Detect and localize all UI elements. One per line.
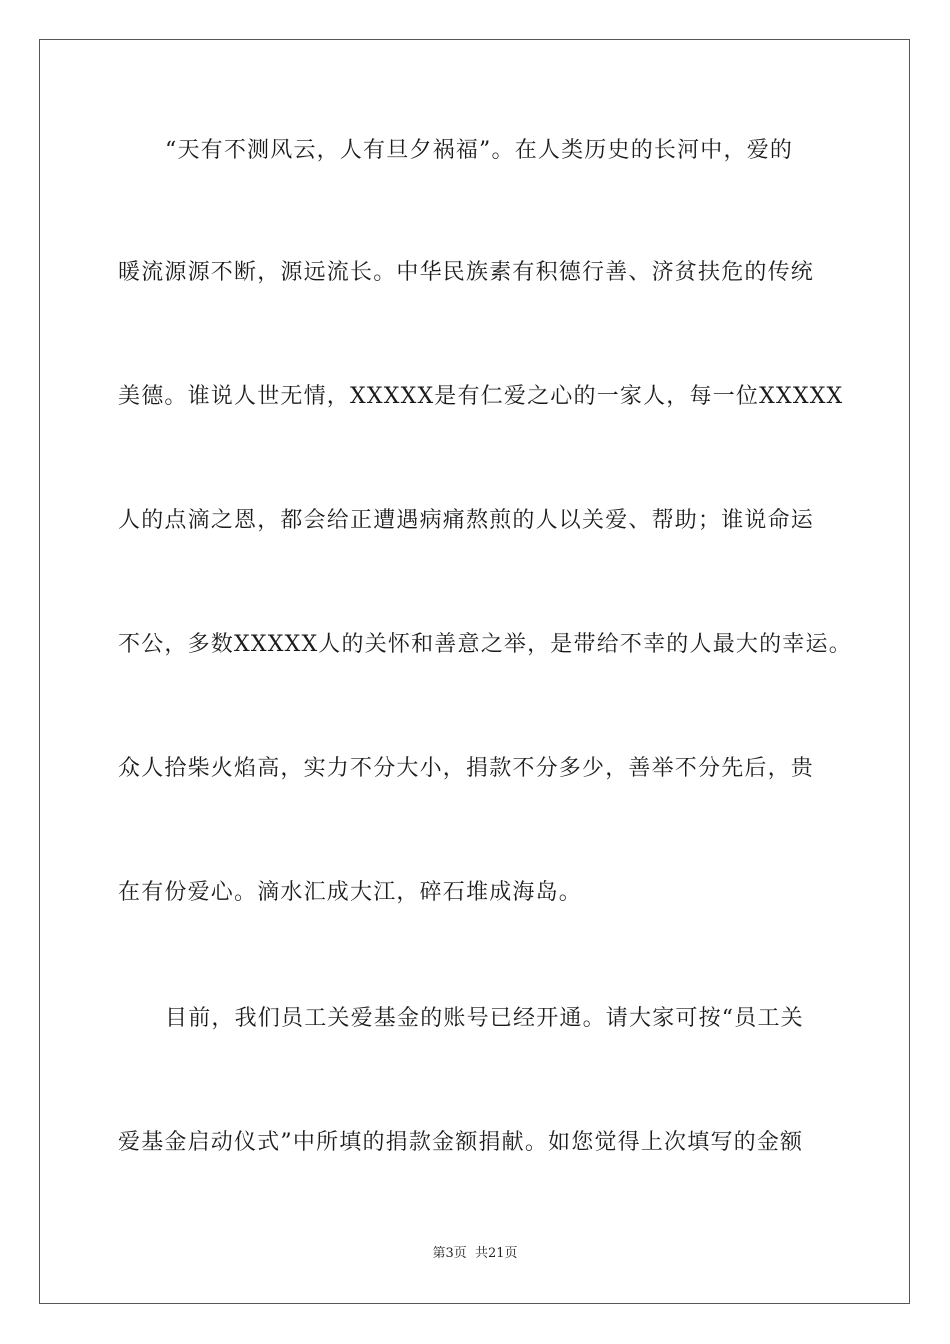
paragraph-line-8: 目前，我们员工关爱基金的账号已经开通。请大家可按“员工关 (165, 1006, 804, 1031)
page-footer (0, 1245, 950, 1263)
page-number-total: 共21页 (474, 1246, 518, 1261)
paragraph-line-1: “天有不测风云，人有旦夕祸福”。在人类历史的长河中，爱的 (165, 138, 794, 163)
paragraph-line-7: 在有份爱心。滴水汇成大江，碎石堆成海岛。 (118, 880, 583, 905)
paragraph-line-2: 暖流源源不断，源远流长。中华民族素有积德行善、济贫扶危的传统 (118, 260, 815, 285)
page-number-current: 第3页 (432, 1246, 467, 1261)
paragraph-line-3: 美德。谁说人世无情，XXXXX是有仁爱之心的一家人，每一位XXXXX (118, 384, 844, 409)
paragraph-line-9: 爱基金启动仪式”中所填的捐款金额捐献。如您觉得上次填写的金额 (118, 1130, 804, 1155)
page-border (39, 39, 910, 1304)
paragraph-line-4: 人的点滴之恩，都会给正遭遇病痛熬煎的人以关爱、帮助；谁说命运 (118, 508, 815, 533)
paragraph-line-5: 不公，多数XXXXX人的关怀和善意之举，是带给不幸的人最大的幸运。 (118, 632, 852, 657)
paragraph-line-6: 众人拾柴火焰高，实力不分大小，捐款不分多少，善举不分先后，贵 (118, 756, 815, 781)
